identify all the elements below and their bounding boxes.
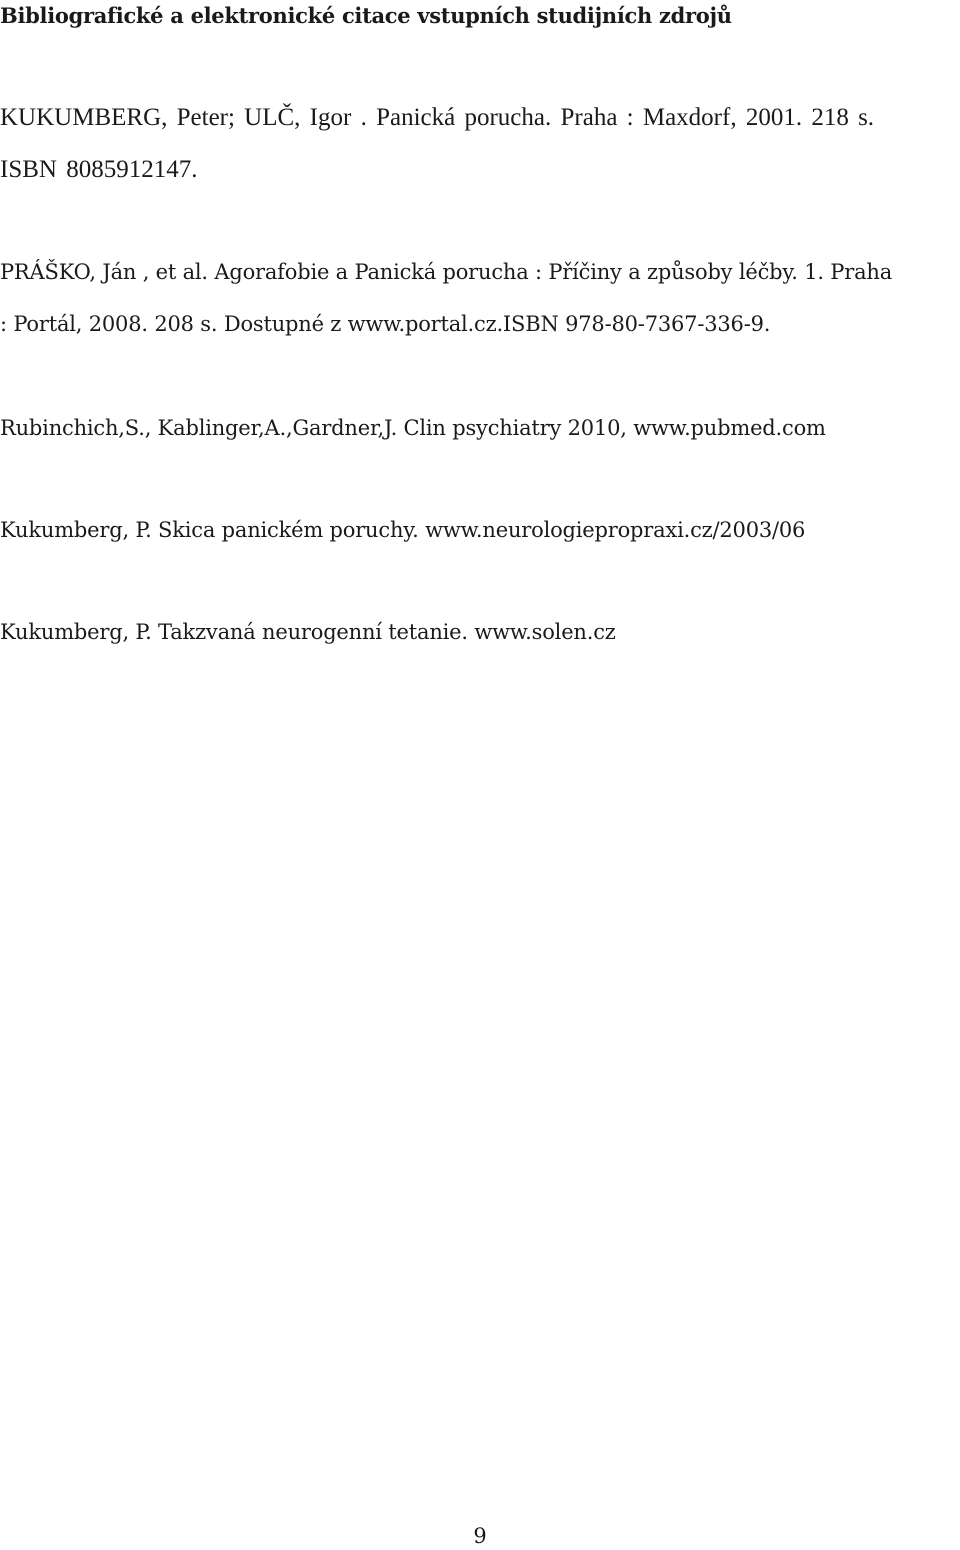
page-title: Bibliografické a elektronické citace vstupních studijních zdrojů [0,3,732,28]
reference-prasko [0,246,892,350]
reference-kukumberg-ulc [0,92,874,196]
reference-line: Rubinchich,S., Kablinger,A.,Gardner,J. Clin psychiatry 2010, www.pubmed.com [0,416,826,440]
reference-kukumberg-tetanie [0,606,616,658]
reference-line: Kukumberg, P. Skica panickém poruchy. www.neurologiepropraxi.cz/2003/06 [0,518,806,542]
reference-line: : Portál, 2008. 208 s. Dostupné z www.portal.cz.ISBN 978-80-7367-336-9. [0,312,771,336]
reference-line: Kukumberg, P. Takzvaná neurogenní tetanie. www.solen.cz [0,620,616,644]
page-number: 9 [473,1524,487,1548]
reference-line: PRÁŠKO, Ján , et al. Agorafobie a Panická porucha : Příčiny a způsoby léčby. 1. Praha [0,260,893,284]
reference-line: KUKUMBERG, Peter; ULČ, Igor . Panická porucha. Praha : Maxdorf, 2001. 218 s. [0,104,875,131]
reference-rubinchich [0,402,826,454]
reference-kukumberg-skica [0,504,805,556]
reference-line: ISBN 8085912147. [0,156,198,183]
